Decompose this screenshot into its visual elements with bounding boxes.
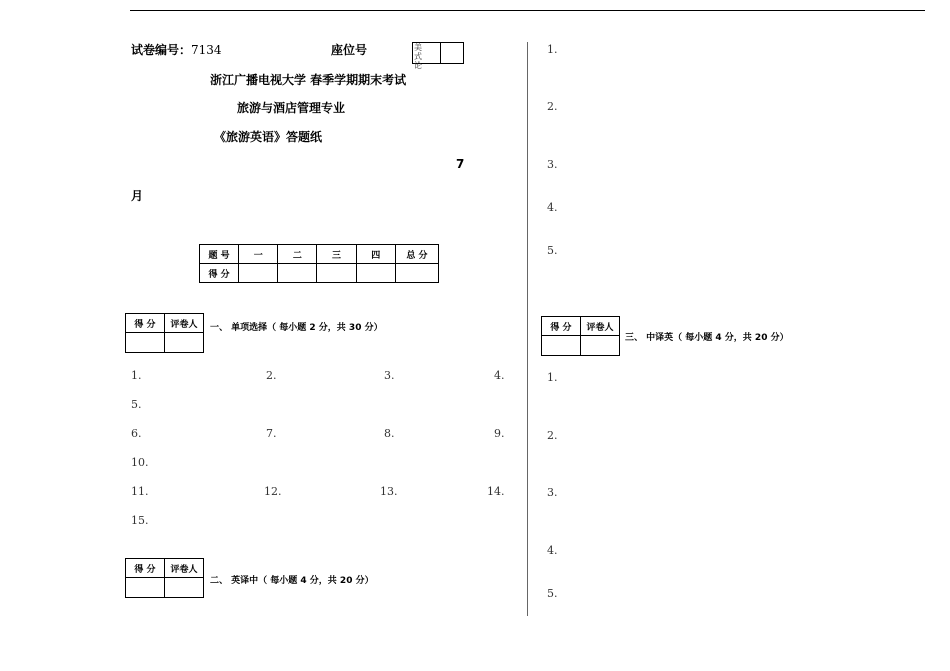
top-rule xyxy=(130,10,925,11)
score-cell[interactable] xyxy=(239,264,278,283)
score-cell[interactable] xyxy=(317,264,356,283)
seat-box-text: 美 式 论 xyxy=(414,43,441,63)
grader-box-three xyxy=(541,316,620,356)
mc-number: 15. xyxy=(131,514,149,527)
paper-number xyxy=(131,41,222,58)
answer-number: 5. xyxy=(547,587,558,600)
mc-number: 14. xyxy=(487,485,505,498)
date-number: 7 xyxy=(456,157,465,171)
mc-number: 12. xyxy=(264,485,282,498)
grader-cell[interactable] xyxy=(165,333,204,353)
grader-score-cell[interactable] xyxy=(126,578,165,598)
mc-number: 9. xyxy=(494,427,505,440)
paper-title: 《旅游英语》答题纸 xyxy=(214,130,323,144)
seat-number-box[interactable] xyxy=(412,42,464,70)
score-table-header: 题 号 xyxy=(200,245,239,264)
score-table-header: 总 分 xyxy=(395,245,438,264)
mc-number: 10. xyxy=(131,456,149,469)
mc-number: 8. xyxy=(384,427,395,440)
grader-label: 评卷人 xyxy=(165,559,204,578)
column-divider xyxy=(527,42,528,616)
grader-score-label: 得 分 xyxy=(542,317,581,336)
mc-number: 1. xyxy=(131,369,142,382)
grader-cell[interactable] xyxy=(165,578,204,598)
score-table-header: 一 xyxy=(239,245,278,264)
section-two-title: 二、 英译中（ 每小题 4 分，共 20 分） xyxy=(210,576,374,586)
paper-number-value: 7134 xyxy=(191,43,222,57)
mc-number: 6. xyxy=(131,427,142,440)
mc-number: 2. xyxy=(266,369,277,382)
answer-number: 2. xyxy=(547,429,558,442)
mc-number: 13. xyxy=(380,485,398,498)
score-table xyxy=(199,244,439,283)
grader-label: 评卷人 xyxy=(165,314,204,333)
grader-score-label: 得 分 xyxy=(126,314,165,333)
mc-number: 7. xyxy=(266,427,277,440)
score-cell[interactable] xyxy=(395,264,438,283)
section-one-title: 一、 单项选择（ 每小题 2 分，共 30 分） xyxy=(210,323,383,333)
grader-label: 评卷人 xyxy=(581,317,620,336)
answer-number: 4. xyxy=(547,201,558,214)
score-table-header: 四 xyxy=(356,245,395,264)
score-cell[interactable] xyxy=(356,264,395,283)
grader-score-cell[interactable] xyxy=(126,333,165,353)
paper-number-label: 试卷编号： xyxy=(131,43,192,57)
mc-number: 11. xyxy=(131,485,149,498)
answer-number: 2. xyxy=(547,100,558,113)
answer-number: 4. xyxy=(547,544,558,557)
major-line: 旅游与酒店管理专业 xyxy=(237,101,346,115)
answer-number: 5. xyxy=(547,244,558,257)
university-line: 浙江广播电视大学 春季学期期末考试 xyxy=(210,73,407,87)
grader-score-cell[interactable] xyxy=(542,336,581,356)
score-table-header: 三 xyxy=(317,245,356,264)
mc-number: 3. xyxy=(384,369,395,382)
score-table-header: 二 xyxy=(278,245,317,264)
grader-score-label: 得 分 xyxy=(126,559,165,578)
answer-number: 3. xyxy=(547,486,558,499)
mc-number: 4. xyxy=(494,369,505,382)
grader-cell[interactable] xyxy=(581,336,620,356)
section-three-title: 三、 中译英（ 每小题 4 分，共 20 分） xyxy=(625,333,789,343)
answer-number: 1. xyxy=(547,371,558,384)
grader-box-two xyxy=(125,558,204,598)
score-cell[interactable] xyxy=(278,264,317,283)
answer-number: 1. xyxy=(547,43,558,56)
mc-number: 5. xyxy=(131,398,142,411)
month-char: 月 xyxy=(131,189,144,203)
seat-label: 座位号 xyxy=(331,43,368,57)
answer-number: 3. xyxy=(547,158,558,171)
grader-box-one xyxy=(125,313,204,353)
score-table-row-label: 得 分 xyxy=(200,264,239,283)
